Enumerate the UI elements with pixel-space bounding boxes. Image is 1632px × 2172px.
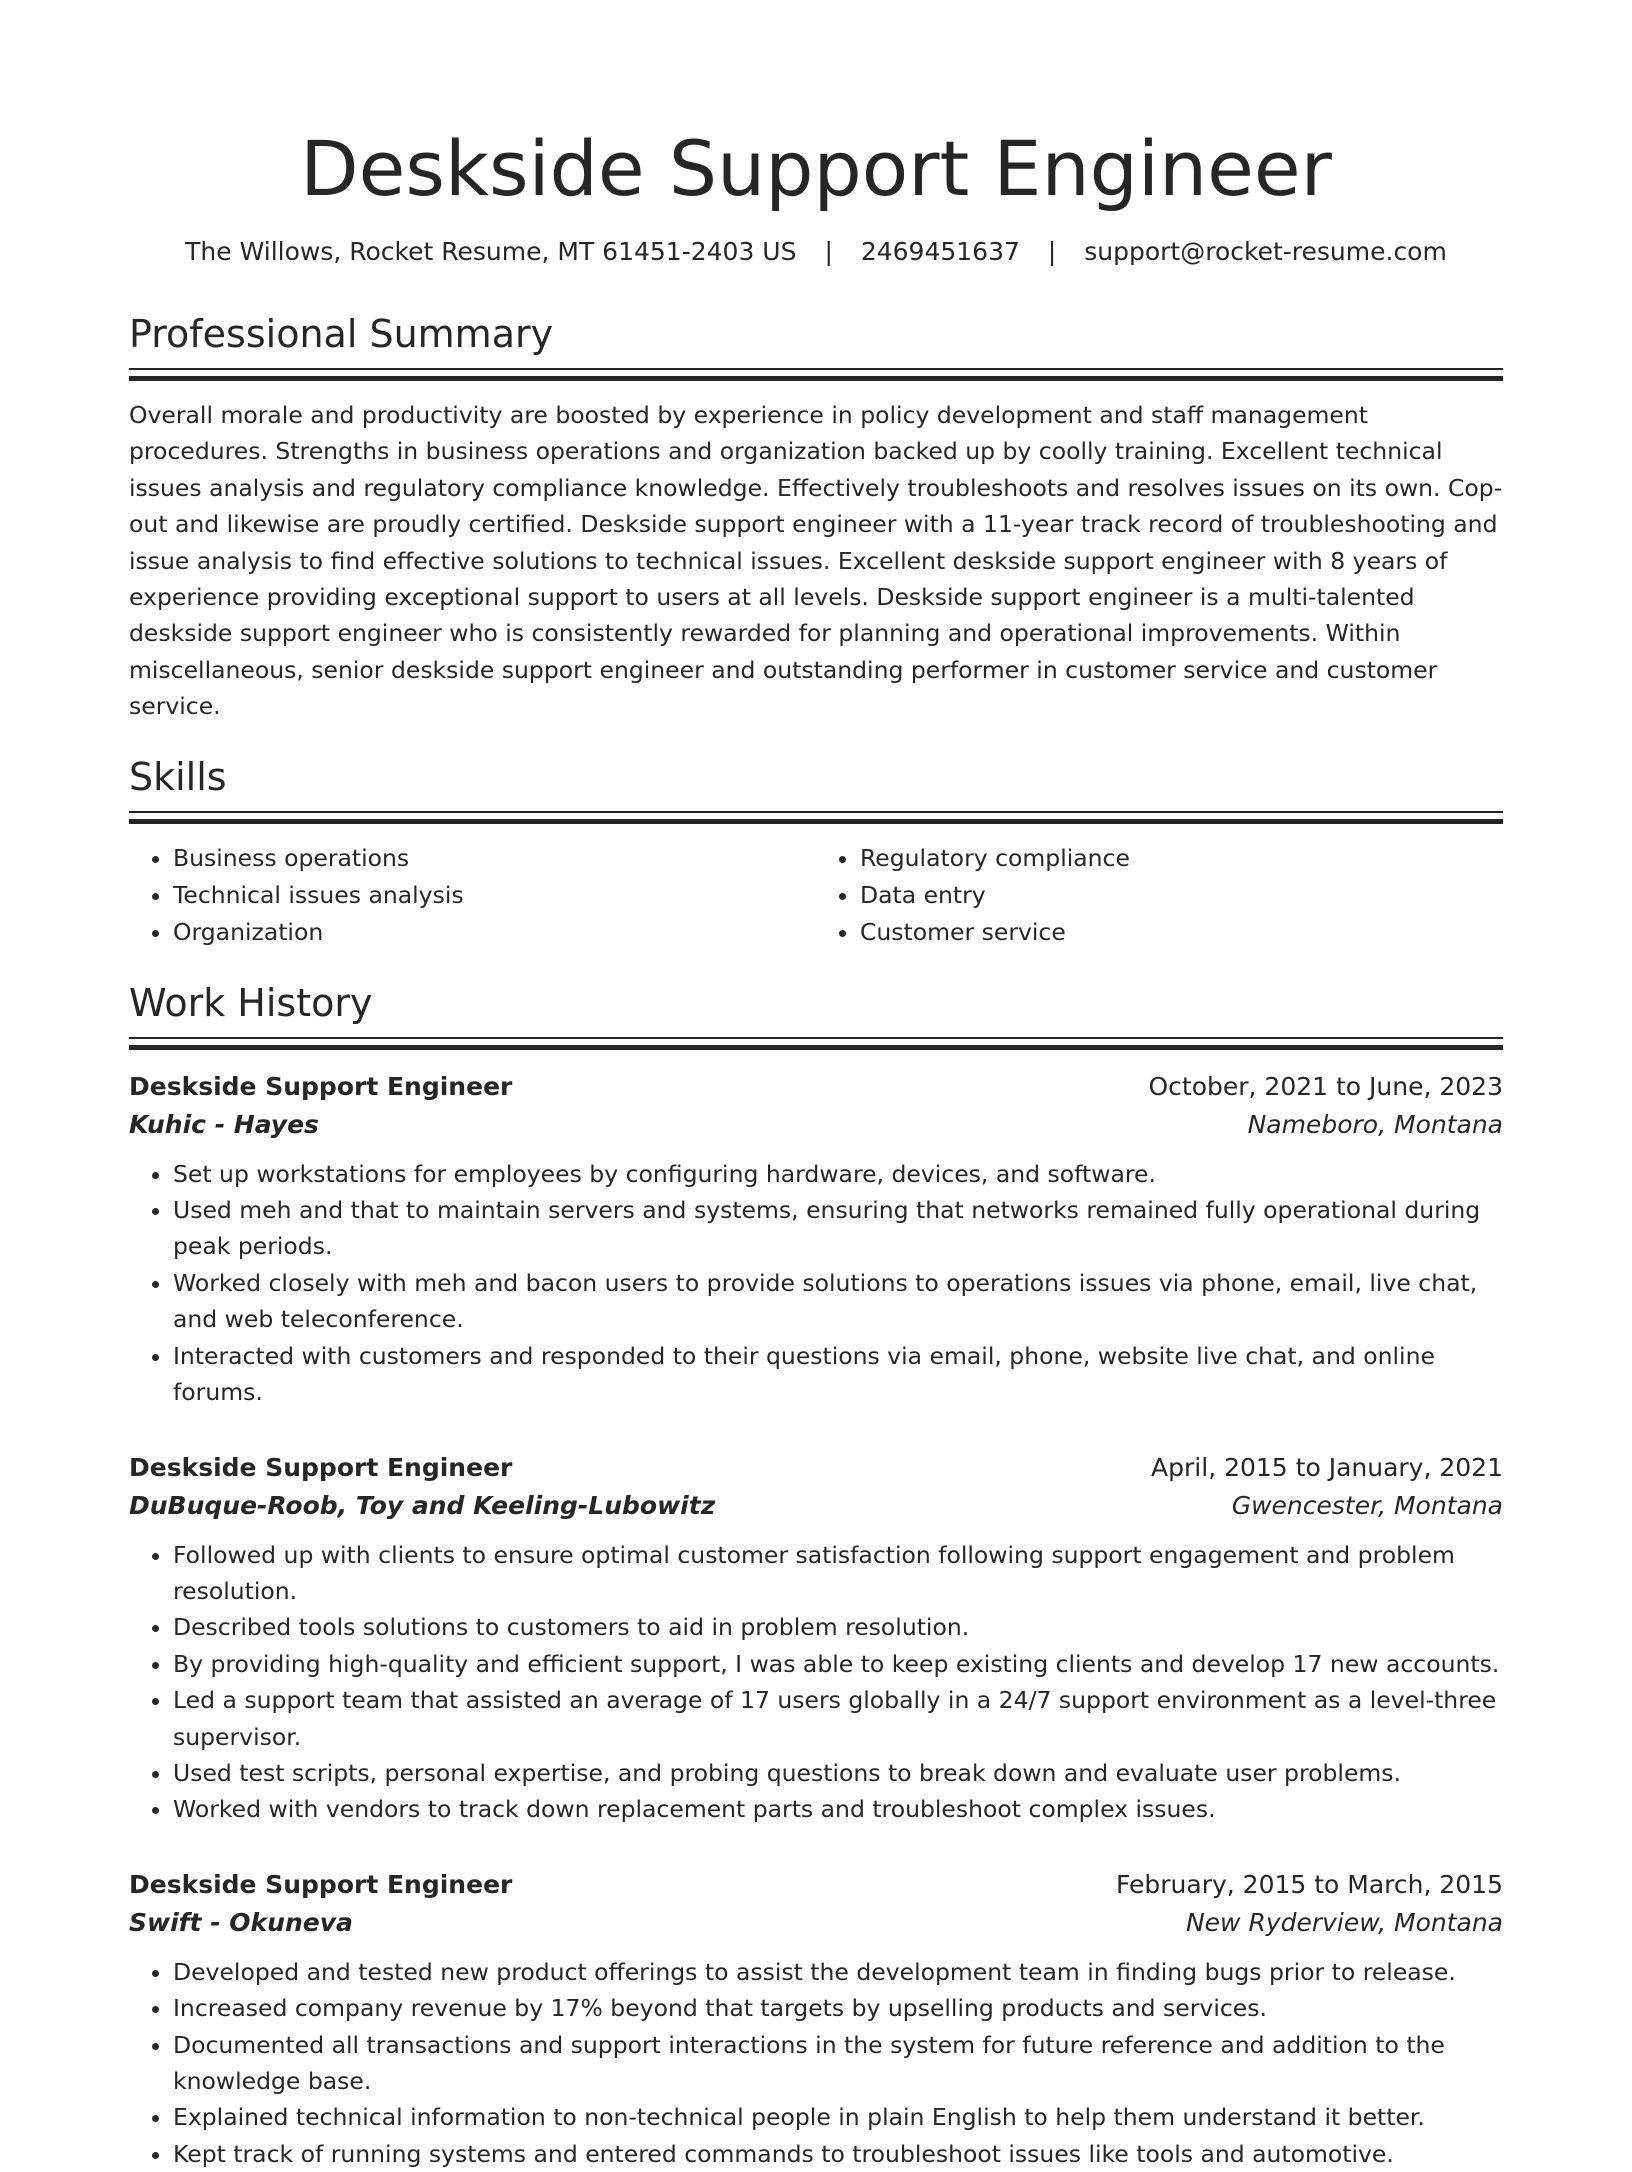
contact-phone: 2469451637 xyxy=(860,237,1020,266)
job-bullet: • By providing high-quality and efficient support, I was able to keep existing clients and develop 17 new accounts. xyxy=(173,1646,1503,1682)
resume-name: Deskside Support Engineer xyxy=(300,124,1332,213)
job-bullets xyxy=(129,1537,1503,1828)
summary-section xyxy=(129,312,1503,725)
job-company: Kuhic - Hayes xyxy=(129,1109,319,1139)
section-divider xyxy=(129,811,1503,818)
job-bullets xyxy=(129,1156,1503,1411)
job-bullet: • Worked with vendors to track down replacement parts and troubleshoot complex issues. xyxy=(173,1791,1503,1827)
section-title-skills: Skills xyxy=(129,754,227,799)
job-bullet: • Increased company revenue by 17% beyond that targets by upselling products and services. xyxy=(173,1990,1503,2026)
skills-section xyxy=(129,755,1503,951)
job-header-row xyxy=(129,1449,1503,1487)
job-company: DuBuque-Roob, Toy and Keeling-Lubowitz xyxy=(129,1490,716,1520)
job-bullet: • Led a support team that assisted an average of 17 users globally in a 24/7 support environment as a level-three supervisor. xyxy=(173,1682,1503,1755)
skill-item: • Organization xyxy=(173,914,816,951)
job-company-row xyxy=(129,1904,1503,1942)
job-bullet: • Used meh and that to maintain servers and systems, ensuring that networks remained fully operational during peak periods. xyxy=(173,1192,1503,1265)
summary-text: Overall morale and productivity are boosted by experience in policy development and staff management procedures. Strengths in business operations and organization backed up by coolly training. Excellent technical issues analysis and regulatory compliance knowledge. Effectively troubleshoots and resolves issues on its own. Cop-out and likewise are proudly certified. Deskside support engineer with a 11-year track record of troubleshooting and issue analysis to find effective solutions to technical issues. Excellent deskside support engineer with 8 years of experience providing exceptional support to users at all levels. Deskside support engineer is a multi-talented deskside support engineer who is consistently rewarded for planning and operational improvements. Within miscellaneous, senior deskside support engineer and outstanding performer in customer service and customer service. xyxy=(129,401,1503,721)
job-header-row xyxy=(129,1068,1503,1106)
job-bullet: • Followed up with clients to ensure optimal customer satisfaction following support engagement and problem resolution. xyxy=(173,1537,1503,1610)
contact-separator: | xyxy=(1047,237,1057,266)
job-title: Deskside Support Engineer xyxy=(129,1869,513,1899)
skill-item: • Technical issues analysis xyxy=(173,877,816,914)
job-bullet: • Described tools solutions to customers to aid in problem resolution. xyxy=(173,1609,1503,1645)
contact-email[interactable]: support@rocket-resume.com xyxy=(1084,237,1447,266)
section-title-summary: Professional Summary xyxy=(129,312,554,356)
job-location: New Ryderview, Montana xyxy=(1185,1907,1503,1937)
job-company: Swift - Okuneva xyxy=(129,1907,353,1937)
job-title: Deskside Support Engineer xyxy=(129,1452,513,1482)
section-title-work-history: Work History xyxy=(129,980,373,1025)
contact-line xyxy=(129,236,1503,268)
job-bullet: • Explained technical information to non-technical people in plain English to help them understand it better. xyxy=(173,2099,1503,2135)
skill-item: • Customer service xyxy=(860,914,1503,951)
contact-address: The Willows, Rocket Resume, MT 61451-2403 US xyxy=(185,237,797,266)
job-bullet: • Used test scripts, personal expertise, and probing questions to break down and evaluate user problems. xyxy=(173,1755,1503,1791)
job-company-row xyxy=(129,1106,1503,1144)
skill-item: • Business operations xyxy=(173,840,816,877)
job-bullets xyxy=(129,1954,1503,2172)
skill-item: • Data entry xyxy=(860,877,1503,914)
job-bullet: • Documented all transactions and support interactions in the system for future reference and addition to the knowledge base. xyxy=(173,2027,1503,2100)
skills-column-left xyxy=(129,840,816,951)
work-history-section xyxy=(129,981,1503,2172)
job-bullet: • Set up workstations for employees by configuring hardware, devices, and software. xyxy=(173,1156,1503,1192)
job-entry xyxy=(129,1068,1503,1411)
job-location: Gwencester, Montana xyxy=(1231,1490,1503,1520)
job-dates: February, 2015 to March, 2015 xyxy=(1115,1869,1503,1899)
skill-item: • Regulatory compliance xyxy=(860,840,1503,877)
job-bullet: • Developed and tested new product offerings to assist the development team in finding bugs prior to release. xyxy=(173,1954,1503,1990)
job-entry xyxy=(129,1866,1503,2172)
job-dates: October, 2021 to June, 2023 xyxy=(1148,1071,1503,1101)
job-bullet: • Worked closely with meh and bacon users to provide solutions to operations issues via phone, email, live chat, and web teleconference. xyxy=(173,1265,1503,1338)
job-title: Deskside Support Engineer xyxy=(129,1071,513,1101)
section-divider xyxy=(129,1037,1503,1044)
job-location: Nameboro, Montana xyxy=(1247,1109,1503,1139)
contact-separator: | xyxy=(824,237,833,266)
skills-column-right xyxy=(816,840,1503,951)
job-entry xyxy=(129,1449,1503,1828)
skills-grid xyxy=(129,840,1503,951)
job-bullet: • Interacted with customers and responded to their questions via email, phone, website live chat, and online forums. xyxy=(173,1338,1503,1411)
job-dates: April, 2015 to January, 2021 xyxy=(1151,1452,1503,1482)
job-header-row xyxy=(129,1866,1503,1904)
job-bullet: • Kept track of running systems and entered commands to troubleshoot issues like tools and automotive. xyxy=(173,2136,1503,2172)
job-company-row xyxy=(129,1487,1503,1525)
section-divider xyxy=(129,368,1503,375)
